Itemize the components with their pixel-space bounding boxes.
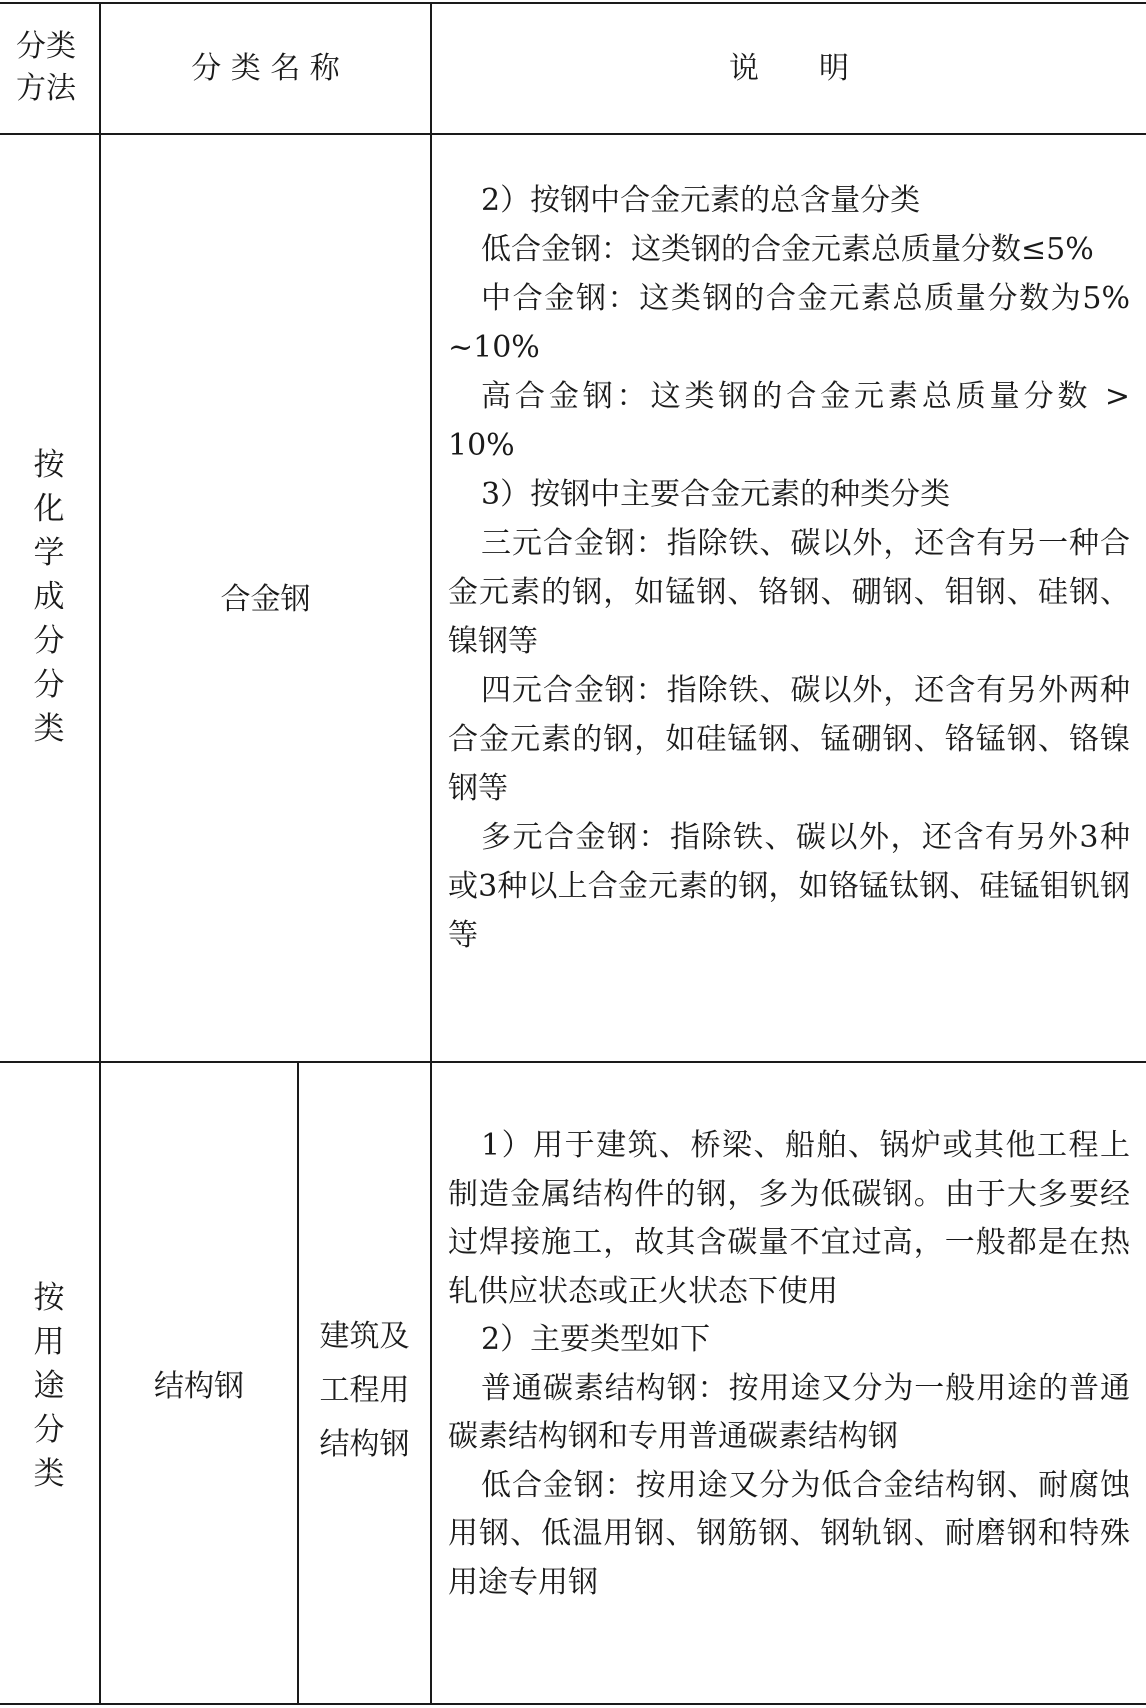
row2-subname-line: 建筑及 (319, 1319, 410, 1354)
row2-method-char: 途 (33, 1368, 65, 1404)
desc-paragraph: 多元合金钢：指除铁、碳以外，还含有另外3种或3种以上合金元素的钢，如铬锰钛钢、硅锰钼钒钢等 (448, 820, 1130, 953)
row2-method (24, 1276, 74, 1496)
row2-method-char: 类 (33, 1456, 65, 1492)
row2-method-char: 用 (33, 1324, 65, 1360)
row1-method-char: 化 (33, 491, 65, 527)
table-top-border (0, 2, 1146, 4)
row1-method-char: 分 (33, 667, 65, 703)
row1-method-char: 成 (33, 579, 65, 615)
table-bottom-border (0, 1703, 1146, 1705)
row2-method-char: 按 (33, 1280, 65, 1316)
row1-method (24, 443, 74, 751)
row1-method-char: 分 (33, 623, 65, 659)
row2-subname-line: 工程用 (319, 1373, 410, 1408)
col-divider-method (99, 2, 101, 1705)
row2-name: 结构钢 (154, 1369, 244, 1404)
row1-method-char: 学 (33, 535, 65, 571)
header-method-line2: 方法 (16, 71, 76, 106)
desc-paragraph: 3）按钢中主要合金元素的种类分类 (481, 477, 951, 512)
desc-paragraph: 1）用于建筑、桥梁、船舶、锅炉或其他工程上制造金属结构件的钢，多为低碳钢。由于大多要经过焊接施工，故其含碳量不宜过高，一般都是在热轧供应状态或正火状态下使用 (448, 1128, 1130, 1309)
desc-paragraph: 三元合金钢：指除铁、碳以外，还含有另一种合金元素的钢，如锰钢、铬钢、硼钢、钼钢、硅钢、镍钢等 (448, 526, 1130, 659)
row2-method-char: 分 (33, 1412, 65, 1448)
row2-subname (299, 1310, 430, 1472)
col-divider-name (430, 2, 432, 1705)
row1-description (448, 176, 1130, 960)
row1-method-char: 类 (33, 711, 65, 747)
row1-bottom-border (0, 1061, 1146, 1063)
desc-paragraph: 普通碳素结构钢：按用途又分为一般用途的普通碳素结构钢和专用普通碳素结构钢 (448, 1370, 1130, 1454)
desc-paragraph: 中合金钢：这类钢的合金元素总质量分数为5% ~10% (448, 281, 1130, 365)
row1-method-char: 按 (33, 447, 65, 483)
desc-paragraph: 2）按钢中合金元素的总含量分类 (481, 183, 921, 218)
row1-name: 合金钢 (220, 582, 311, 617)
header-name: 分 类 名 称 (191, 51, 340, 86)
row2-subname-line: 结构钢 (319, 1427, 410, 1462)
header-method (16, 26, 76, 110)
desc-paragraph: 2）主要类型如下 (481, 1322, 711, 1357)
row2-description (448, 1122, 1130, 1607)
header-bottom-border (0, 133, 1146, 135)
header-method-line1: 分类 (16, 29, 76, 64)
desc-paragraph: 低合金钢：按用途又分为低合金结构钢、耐腐蚀用钢、低温用钢、钢筋钢、钢轨钢、耐磨钢和特殊用途专用钢 (448, 1467, 1130, 1600)
header-description: 说 明 (729, 51, 849, 86)
desc-paragraph: 高合金钢：这类钢的合金元素总质量分数 > 10% (448, 379, 1130, 463)
desc-paragraph: 低合金钢：这类钢的合金元素总质量分数≤5% (481, 232, 1094, 267)
desc-paragraph: 四元合金钢：指除铁、碳以外，还含有另外两种合金元素的钢，如硅锰钢、锰硼钢、铬锰钢、铬镍钢等 (448, 673, 1130, 806)
